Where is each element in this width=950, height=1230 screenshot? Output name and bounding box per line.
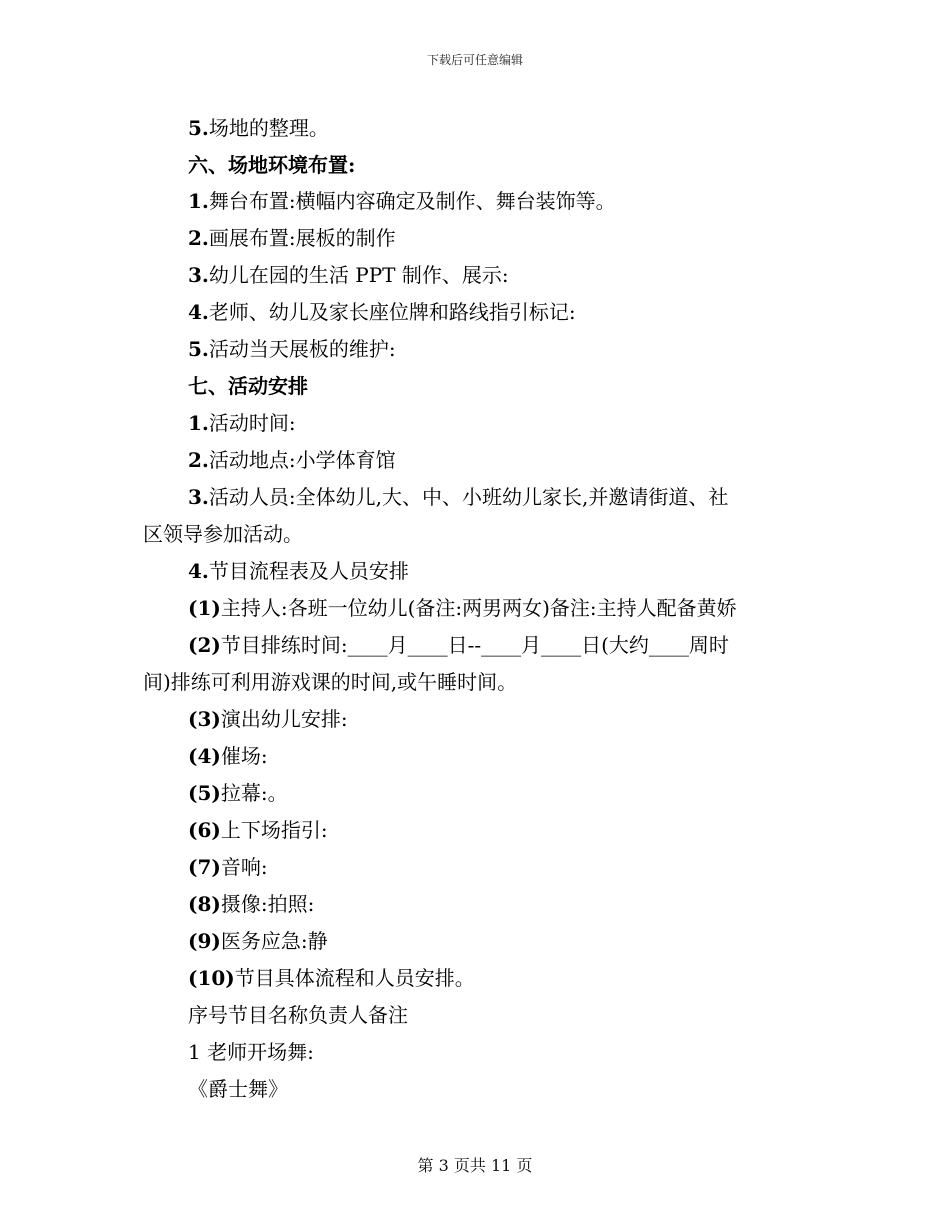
list-text: 节目具体流程和人员安排。 [234, 966, 475, 990]
list-number: 2. [188, 226, 209, 250]
list-item [188, 187, 616, 215]
list-item [188, 705, 348, 733]
list-number: (3) [188, 707, 221, 731]
paragraph-continuation: 间)排练可利用游戏课的时间,或午睡时间。 [143, 670, 518, 694]
section-heading: 六、场地环境布置: [188, 153, 356, 177]
list-item [188, 779, 288, 807]
list-item [188, 853, 268, 881]
list-text: 节目流程表及人员安排 [208, 559, 409, 583]
list-text: 摄像:拍照: [220, 892, 315, 916]
paragraph-continuation: 区领导参加活动。 [143, 522, 303, 546]
list-item [188, 557, 409, 585]
list-number: 4. [188, 300, 209, 324]
list-number: 5. [188, 116, 209, 140]
list-item [188, 964, 475, 992]
list-number: (2) [188, 633, 221, 657]
list-text: 医务应急:静 [220, 929, 328, 953]
list-text: 活动时间: [208, 411, 296, 435]
list-text: 上下场指引: [220, 818, 328, 842]
list-number: 3. [188, 485, 209, 509]
list-number: 2. [188, 448, 209, 472]
list-item [188, 483, 728, 511]
list-number: (1) [188, 596, 221, 620]
list-item [188, 446, 396, 474]
list-number: (5) [188, 781, 221, 805]
list-text: 活动地点:小学体育馆 [208, 448, 396, 472]
list-number: (7) [188, 855, 221, 879]
list-text: 舞台布置:横幅内容确定及制作、舞台装饰等。 [208, 189, 616, 213]
list-item [188, 816, 328, 844]
list-number: (4) [188, 744, 221, 768]
list-item [188, 631, 729, 659]
list-text: 活动当天展板的维护: [208, 337, 396, 361]
list-number: 5. [188, 337, 209, 361]
list-number: 4. [188, 559, 209, 583]
list-text: 活动人员:全体幼儿,大、中、小班幼儿家长,并邀请街道、社 [208, 485, 729, 509]
list-number: 3. [188, 263, 209, 287]
list-number: (10) [188, 966, 235, 990]
list-item [188, 927, 328, 955]
list-number: (6) [188, 818, 221, 842]
paragraph: 1 老师开场舞: [188, 1040, 314, 1064]
list-item [188, 224, 396, 252]
list-number: (8) [188, 892, 221, 916]
list-text: 主持人:各班一位幼儿(备注:两男两女)备注:主持人配备黄娇 [220, 596, 737, 620]
list-text: 催场: [220, 744, 268, 768]
page-header: 下载后可任意编辑 [426, 53, 523, 67]
list-text: 场地的整理。 [208, 116, 329, 140]
page-footer: 第 3 页共 11 页 [417, 1156, 533, 1175]
list-text: 音响: [220, 855, 268, 879]
list-item [188, 890, 314, 918]
list-item [188, 335, 396, 363]
list-text: 节目排练时间:____月____日--____月____日(大约____周时 [220, 633, 729, 657]
paragraph: 《爵士舞》 [188, 1077, 288, 1101]
list-text: 幼儿在园的生活 PPT 制作、展示: [208, 263, 509, 287]
list-item [188, 594, 737, 622]
list-item [188, 114, 329, 142]
list-text: 画展布置:展板的制作 [208, 226, 396, 250]
list-item [188, 409, 296, 437]
list-number: (9) [188, 929, 221, 953]
list-item [188, 742, 268, 770]
paragraph: 序号节目名称负责人备注 [188, 1003, 408, 1027]
list-item [188, 261, 509, 289]
section-heading: 七、活动安排 [188, 374, 308, 398]
list-text: 演出幼儿安排: [220, 707, 348, 731]
list-text: 老师、幼儿及家长座位牌和路线指引标记: [208, 300, 576, 324]
list-number: 1. [188, 411, 209, 435]
list-number: 1. [188, 189, 209, 213]
list-item [188, 298, 576, 326]
list-text: 拉幕:。 [220, 781, 288, 805]
